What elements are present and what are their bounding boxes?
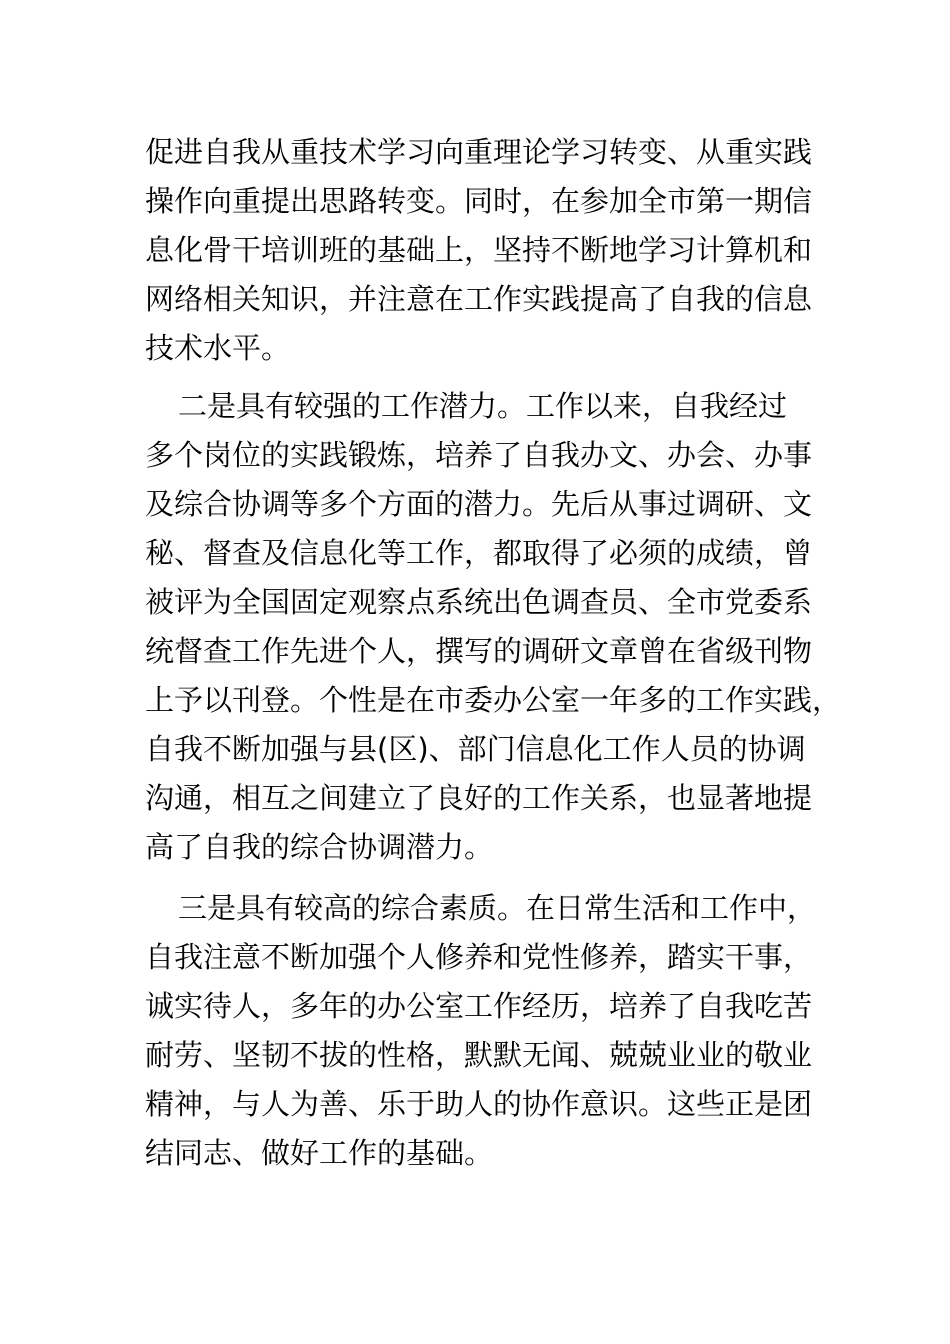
text-line: 操作向重提出思路转变。同时，在参加全市第一期信 <box>145 184 813 218</box>
text-line: 促进自我从重技术学习向重理论学习转变、从重实践 <box>145 135 813 169</box>
text-line: 耐劳、坚韧不拔的性格，默默无闻、兢兢业业的敬业 <box>145 1038 813 1072</box>
text-line: 网络相关知识，并注意在工作实践提高了自我的信息 <box>145 282 813 316</box>
text-line: 自我注意不断加强个人修养和党性修养，踏实干事， <box>145 940 813 974</box>
paragraph-overall-quality <box>145 884 815 1178</box>
paragraph-continuation <box>145 128 815 373</box>
text-line: 上予以刊登。个性是在市委办公室一年多的工作实践， <box>145 683 842 717</box>
text-line: 结同志、做好工作的基础。 <box>145 1136 494 1170</box>
text-line: 三是具有较高的综合素质。在日常生活和工作中， <box>178 891 817 925</box>
paragraph-work-capability <box>145 382 842 872</box>
text-line: 统督查工作先进个人，撰写的调研文章曾在省级刊物 <box>145 634 813 668</box>
text-line: 息化骨干培训班的基础上，坚持不断地学习计算机和 <box>145 233 813 267</box>
text-line: 技术水平。 <box>145 331 291 365</box>
text-line: 二是具有较强的工作潜力。工作以来，自我经过 <box>178 389 788 423</box>
text-line: 自我不断加强与县(区)、部门信息化工作人员的协调 <box>145 732 806 766</box>
text-line: 精神，与人为善、乐于助人的协作意识。这些正是团 <box>145 1087 813 1121</box>
text-line: 诚实待人，多年的办公室工作经历，培养了自我吃苦 <box>145 989 813 1023</box>
text-line: 多个岗位的实践锻炼，培养了自我办文、办会、办事 <box>145 438 813 472</box>
text-line: 高了自我的综合协调潜力。 <box>145 830 494 864</box>
text-line: 沟通，相互之间建立了良好的工作关系，也显著地提 <box>145 781 813 815</box>
text-line: 秘、督查及信息化等工作，都取得了必须的成绩，曾 <box>145 536 813 570</box>
text-line: 被评为全国固定观察点系统出色调查员、全市党委系 <box>145 585 813 619</box>
text-line: 及综合协调等多个方面的潜力。先后从事过调研、文 <box>145 487 813 521</box>
